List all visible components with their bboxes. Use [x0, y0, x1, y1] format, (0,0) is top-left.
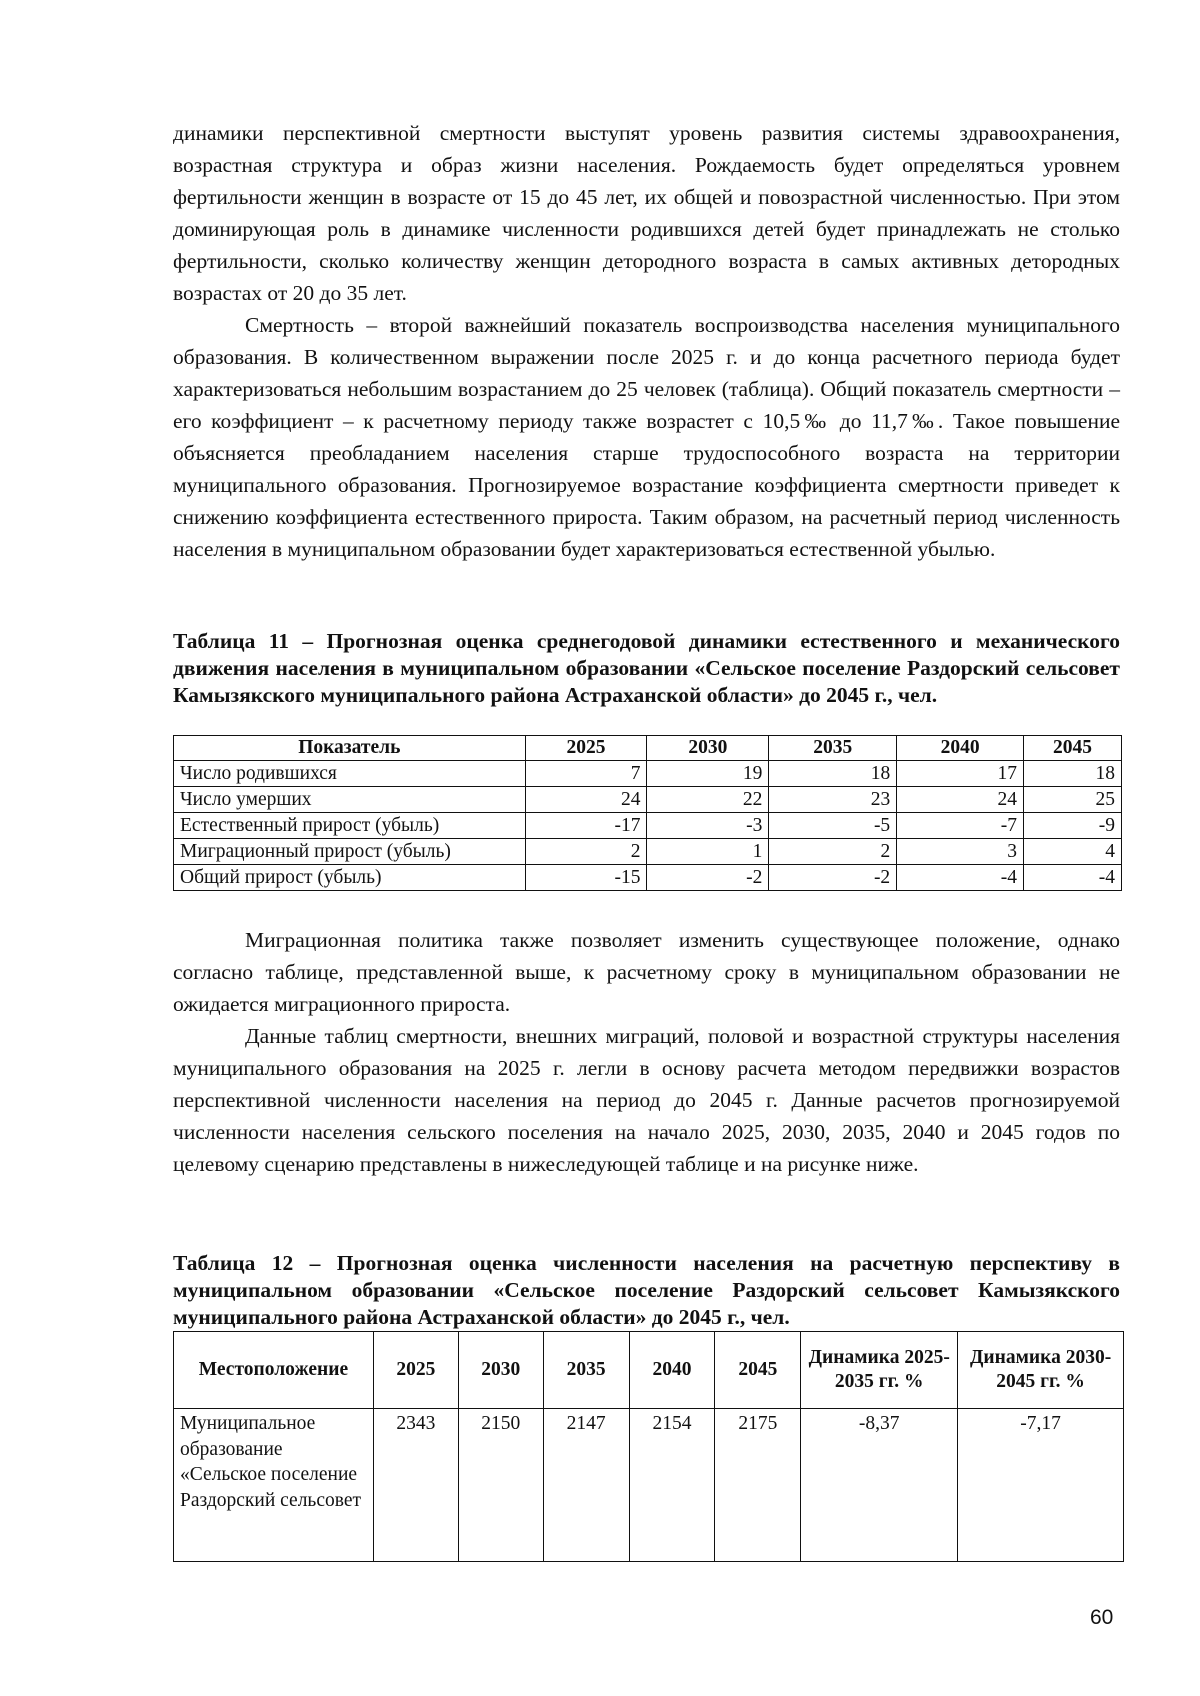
table-cell: 2147 — [543, 1409, 629, 1562]
column-header: 2040 — [629, 1332, 715, 1409]
table-cell: 17 — [897, 761, 1024, 787]
table-cell: -8,37 — [801, 1409, 958, 1562]
table11-caption: Таблица 11 – Прогнозная оценка среднегодовой динамики естественного и механического движения населения в муниципальном образовании «Сельское поселение Раздорский сельсовет Камызякского муниципального района Астраханской области» до 2045 г., чел. — [173, 629, 1120, 707]
column-header: 2035 — [543, 1332, 629, 1409]
table-row — [174, 839, 1122, 865]
row-label: Общий прирост (убыль) — [174, 865, 526, 891]
table-cell: -7,17 — [958, 1409, 1124, 1562]
table-cell: 25 — [1024, 787, 1122, 813]
table-cell: 7 — [525, 761, 647, 787]
table-row — [174, 813, 1122, 839]
paragraph-3: Миграционная политика также позволяет изменить существующее положение, однако согласно таблице, представленной выше, к расчетному сроку в муниципальном образовании не ожидается миграционного прироста. — [173, 928, 1120, 1016]
table-cell: -3 — [647, 813, 769, 839]
table12-caption: Таблица 12 – Прогнозная оценка численности населения на расчетную перспективу в муниципальном образовании «Сельское поселение Раздорский сельсовет Камызякского муниципального района Астраханской области» до 2045 г., чел. — [173, 1251, 1120, 1329]
table-cell: 2343 — [373, 1409, 458, 1562]
column-header: 2030 — [647, 736, 769, 761]
column-header: 2035 — [769, 736, 897, 761]
table-cell: -17 — [525, 813, 647, 839]
table-cell: -15 — [525, 865, 647, 891]
table-cell: 24 — [897, 787, 1024, 813]
table-cell: -4 — [1024, 865, 1122, 891]
table-cell: -9 — [1024, 813, 1122, 839]
column-header: 2045 — [1024, 736, 1122, 761]
row-label: Естественный прирост (убыль) — [174, 813, 526, 839]
table-row — [174, 1409, 1124, 1562]
column-header: Показатель — [174, 736, 526, 761]
table-cell: 2 — [769, 839, 897, 865]
table-row — [174, 865, 1122, 891]
table-cell: 2154 — [629, 1409, 715, 1562]
table-cell: -2 — [647, 865, 769, 891]
paragraph-2: Смертность – второй важнейший показатель воспроизводства населения муниципального образования. В количественном выражении после 2025 г. и до конца расчетного периода будет характеризоваться небольшим возрастанием до 25 человек (таблица). Общий показатель смертности – его коэффициент – к расчетному периоду также возрастет с 10,5‰ до 11,7‰. Такое повышение объясняется преобладанием населения старше трудоспособного возраста на территории муниципального образования. Прогнозируемое возрастание коэффициента смертности приведет к снижению коэффициента естественного прироста. Таким образом, на расчетный период численность населения в муниципальном образовании будет характеризоваться естественной убылью. — [173, 313, 1120, 561]
table-cell: 2150 — [458, 1409, 543, 1562]
table-cell: 18 — [1024, 761, 1122, 787]
table-cell: -7 — [897, 813, 1024, 839]
column-header: 2025 — [373, 1332, 458, 1409]
table-11 — [173, 735, 1122, 891]
table-cell: 4 — [1024, 839, 1122, 865]
table-cell: 2175 — [715, 1409, 801, 1562]
table-cell: 19 — [647, 761, 769, 787]
column-header: Местоположение — [174, 1332, 374, 1409]
table-cell: 2 — [525, 839, 647, 865]
table-cell: -5 — [769, 813, 897, 839]
table-cell: 23 — [769, 787, 897, 813]
table-cell: 3 — [897, 839, 1024, 865]
column-header: Динамика 2025-2035 гг. % — [801, 1332, 958, 1409]
table-cell: -2 — [769, 865, 897, 891]
paragraph-4: Данные таблиц смертности, внешних миграций, половой и возрастной структуры населения муниципального образования на 2025 г. легли в основу расчета методом передвижки возрастов перспективной численности населения на период до 2045 г. Данные расчетов прогнозируемой численности населения сельского поселения на начало 2025, 2030, 2035, 2040 и 2045 годов по целевому сценарию представлены в нижеследующей таблице и на рисунке ниже. — [173, 1024, 1120, 1176]
table-cell: 18 — [769, 761, 897, 787]
column-header: 2030 — [458, 1332, 543, 1409]
table-row — [174, 787, 1122, 813]
column-header: 2045 — [715, 1332, 801, 1409]
paragraph-1: динамики перспективной смертности выступят уровень развития системы здравоохранения, возрастная структура и образ жизни населения. Рождаемость будет определяться уровнем фертильности женщин в возрасте от 15 до 45 лет, их общей и повозрастной численностью. При этом доминирующая роль в динамике численности родившихся детей будет принадлежать не столько фертильности, сколько количеству женщин детородного возраста в самых активных детородных возрастах от 20 до 35 лет. — [173, 121, 1120, 305]
table-cell: 22 — [647, 787, 769, 813]
table-header-row — [174, 1332, 1124, 1409]
table-cell: 24 — [525, 787, 647, 813]
table-cell: -4 — [897, 865, 1024, 891]
row-label: Число умерших — [174, 787, 526, 813]
column-header: 2040 — [897, 736, 1024, 761]
table-12 — [173, 1331, 1124, 1562]
table-row — [174, 761, 1122, 787]
column-header: Динамика 2030-2045 гг. % — [958, 1332, 1124, 1409]
row-label: Число родившихся — [174, 761, 526, 787]
column-header: 2025 — [525, 736, 647, 761]
row-label: Муниципальное образование «Сельское поселение Раздорский сельсовет — [174, 1409, 374, 1562]
page-number: 60 — [1090, 1606, 1114, 1629]
table-header-row — [174, 736, 1122, 761]
table-cell: 1 — [647, 839, 769, 865]
row-label: Миграционный прирост (убыль) — [174, 839, 526, 865]
